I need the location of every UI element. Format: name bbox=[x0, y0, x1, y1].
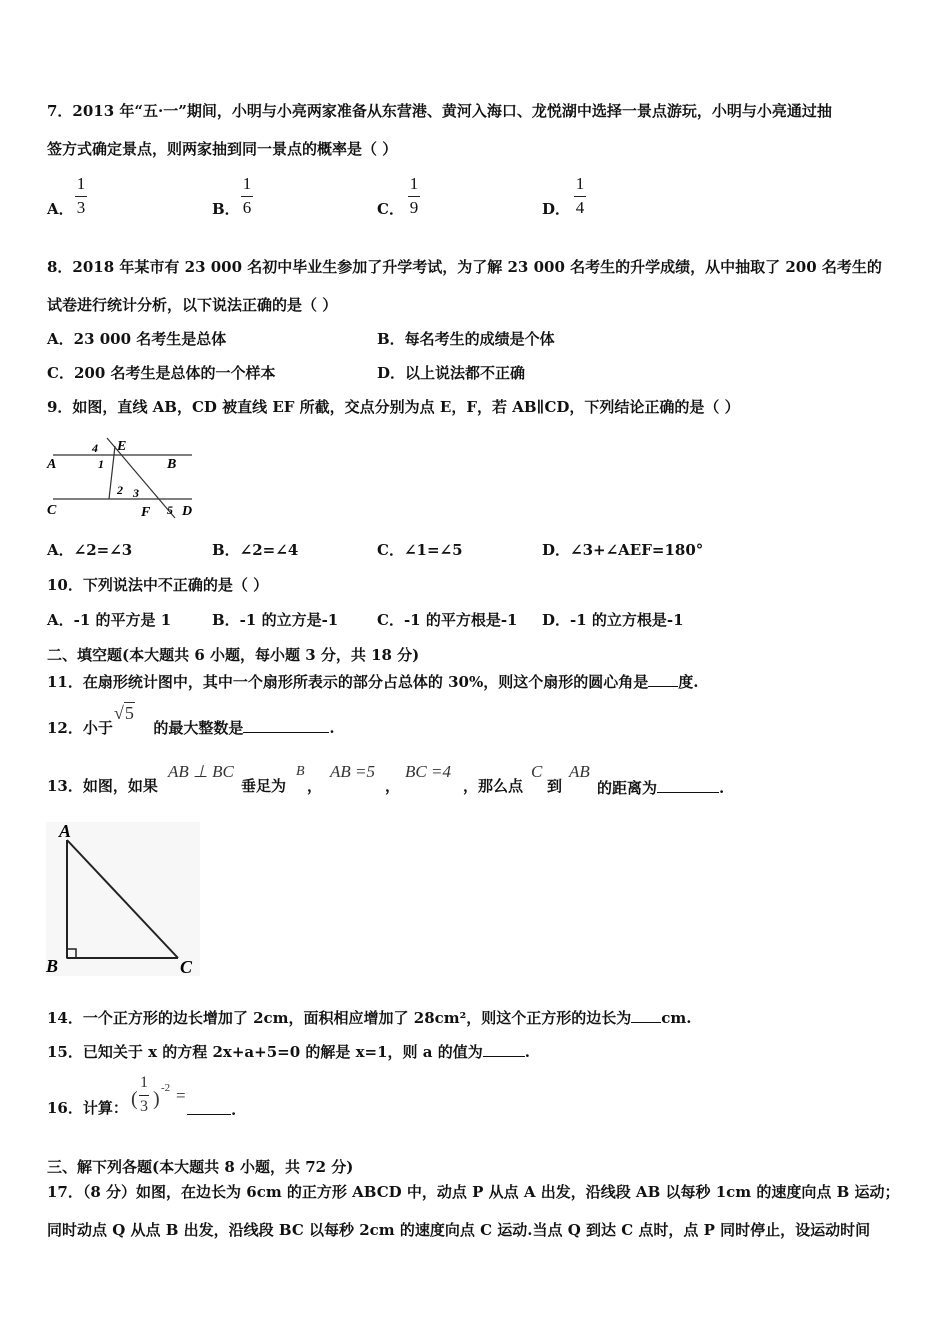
q7-option-d-fraction bbox=[574, 175, 586, 217]
q8-line1: 8．2018 年某市有 23 000 名初中毕业生参加了升学考试，为了解 23 000 名考生的升学成绩，从中抽取了 200 名考生的 bbox=[47, 258, 882, 276]
label-c: C bbox=[180, 957, 193, 977]
q10-option-c: C．-1 的平方根是-1 bbox=[377, 611, 518, 629]
q9-text: 9．如图，直线 AB，CD 被直线 EF 所截，交点分别为点 E，F，若 AB∥CD，下列结论正确的是（ ） bbox=[47, 398, 740, 416]
label-angle-1: 1 bbox=[98, 457, 104, 471]
fraction-numerator: 1 bbox=[575, 174, 585, 193]
q13-math-bc-4: BC =4 bbox=[405, 762, 451, 781]
q17-line1: 17．（8 分）如图，在边长为 6cm 的正方形 ABCD 中，动点 P 从点 A 出发，沿线段 AB 以每秒 1cm 的速度向点 B 运动； bbox=[47, 1183, 900, 1201]
sqrt-radicand: 5 bbox=[124, 703, 134, 723]
label-angle-3: 3 bbox=[133, 486, 139, 500]
label-angle-5: 5 bbox=[167, 503, 173, 517]
q10-option-d: D．-1 的立方根是-1 bbox=[542, 611, 684, 629]
q7-option-c-label: C． bbox=[377, 200, 404, 218]
q7-option-a-label: A． bbox=[47, 200, 74, 218]
q15-text-before: 15．已知关于 x 的方程 2x+a+5=0 的解是 x=1，则 a 的值为 bbox=[47, 1043, 483, 1061]
q13-math-c: C bbox=[531, 762, 543, 781]
q12-sqrt-five bbox=[114, 703, 135, 724]
q9-parallel-lines-figure bbox=[45, 432, 205, 524]
q16-answer-blank[interactable] bbox=[187, 1098, 231, 1115]
q9-option-b: B．∠2=∠4 bbox=[212, 541, 299, 559]
q11-text-after: 度. bbox=[678, 673, 699, 691]
label-d: D bbox=[182, 504, 193, 519]
q13-right-triangle-figure bbox=[42, 818, 207, 980]
label-e: E bbox=[117, 439, 127, 454]
q8-option-c: C．200 名考生是总体的一个样本 bbox=[47, 364, 276, 382]
section-3-heading: 三、解下列各题(本大题共 8 小题，共 72 分) bbox=[47, 1158, 354, 1176]
q11-text-before: 11．在扇形统计图中，其中一个扇形所表示的部分占总体的 30%，则这个扇形的圆心角是 bbox=[47, 673, 649, 691]
segment-e-to-cd bbox=[109, 446, 115, 499]
q13-text-to: 到 bbox=[547, 777, 563, 795]
q17-line2: 同时动点 Q 从点 B 出发，沿线段 BC 以每秒 2cm 的速度向点 C 运动.当点 Q 到达 C 点时，点 P 同时停止，设运动时间 bbox=[47, 1221, 871, 1239]
q16-text-after: . bbox=[231, 1101, 237, 1119]
q16-equals: = bbox=[176, 1086, 186, 1105]
q8-line2: 试卷进行统计分析，以下说法正确的是（ ） bbox=[47, 296, 338, 314]
fraction-numerator: 1 bbox=[242, 174, 252, 193]
fraction-denominator: 6 bbox=[242, 198, 252, 217]
q10-text: 10．下列说法中不正确的是（ ） bbox=[47, 576, 269, 594]
q15-text-after: . bbox=[524, 1043, 530, 1061]
q7-line1: 7．2013 年“五·一”期间，小明与小亮两家准备从东营港、黄河入海口、龙悦湖中选择一景点游玩，小明与小亮通过抽 bbox=[47, 102, 832, 120]
q8-option-a: A．23 000 名考生是总体 bbox=[47, 330, 227, 348]
q16-fraction bbox=[139, 1074, 149, 1116]
q13-prefix: 13．如图，如果 bbox=[47, 777, 158, 795]
q12-end: . bbox=[329, 719, 335, 737]
q7-option-b-fraction bbox=[241, 175, 253, 217]
label-c: C bbox=[47, 503, 57, 518]
fraction-numerator: 1 bbox=[409, 174, 419, 193]
q12-text bbox=[47, 716, 335, 738]
sqrt-icon: √ bbox=[114, 703, 124, 723]
q12-text-before: 12．小于 bbox=[47, 719, 113, 737]
q13-math-b: B bbox=[296, 764, 305, 779]
section-2-heading: 二、填空题(本大题共 6 小题，每小题 3 分，共 18 分) bbox=[47, 646, 420, 664]
q15-answer-blank[interactable] bbox=[483, 1040, 525, 1057]
q7-option-d-label: D． bbox=[542, 200, 571, 218]
q10-option-a: A．-1 的平方是 1 bbox=[47, 611, 172, 629]
q8-option-d: D．以上说法都不正确 bbox=[377, 364, 526, 382]
q10-option-b: B．-1 的立方是-1 bbox=[212, 611, 339, 629]
q9-option-a: A．∠2=∠3 bbox=[47, 541, 133, 559]
q11-text bbox=[47, 670, 698, 692]
q7-line2: 签方式确定景点，则两家抽到同一景点的概率是（ ） bbox=[47, 140, 398, 158]
right-paren: ) bbox=[153, 1088, 160, 1110]
fraction-denominator: 4 bbox=[575, 198, 585, 217]
label-b: B bbox=[167, 457, 177, 472]
fraction-numerator: 1 bbox=[140, 1074, 148, 1091]
q12-answer-blank[interactable] bbox=[243, 716, 329, 733]
label-a: A bbox=[59, 821, 72, 841]
q16-answer bbox=[187, 1098, 236, 1120]
fraction-numerator: 1 bbox=[76, 174, 86, 193]
q16-exponent: -2 bbox=[161, 1082, 171, 1094]
left-paren: ( bbox=[131, 1088, 138, 1110]
q9-option-d: D．∠3+∠AEF=180° bbox=[542, 541, 704, 559]
q13-math-ab-5: AB =5 bbox=[330, 762, 375, 781]
q7-option-a-fraction bbox=[75, 175, 87, 217]
label-angle-2: 2 bbox=[117, 483, 123, 497]
label-angle-4: 4 bbox=[92, 441, 98, 455]
q13-math-ab-perp-bc: AB ⊥ BC bbox=[168, 762, 234, 781]
q7-option-c-fraction bbox=[408, 175, 420, 217]
label-f: F bbox=[141, 505, 151, 520]
fraction-denominator: 3 bbox=[140, 1098, 148, 1115]
q13-comma-2: ， bbox=[385, 777, 401, 795]
q16-label: 16．计算： bbox=[47, 1099, 128, 1117]
q7-option-b-label: B． bbox=[212, 200, 240, 218]
q13-text-distance-label: 的距离为 bbox=[597, 779, 658, 797]
fraction-denominator: 3 bbox=[76, 198, 86, 217]
q14-answer-blank[interactable] bbox=[631, 1006, 661, 1023]
q8-option-b: B．每名考生的成绩是个体 bbox=[377, 330, 555, 348]
q14-text-before: 14．一个正方形的边长增加了 2cm，面积相应增加了 28cm²，则这个正方形的边长为 bbox=[47, 1009, 632, 1027]
q14-text-after: cm. bbox=[661, 1009, 692, 1027]
q11-answer-blank[interactable] bbox=[648, 670, 678, 687]
label-a: A bbox=[47, 457, 57, 472]
q13-end: . bbox=[719, 779, 725, 797]
q14-text bbox=[47, 1006, 691, 1028]
q13-text-distance bbox=[597, 776, 724, 798]
q13-answer-blank[interactable] bbox=[657, 776, 719, 793]
q13-comma-1: ， bbox=[307, 777, 323, 795]
q13-text-point: ，那么点 bbox=[463, 777, 524, 795]
q12-text-after: 的最大整数是 bbox=[153, 719, 244, 737]
q9-option-c: C．∠1=∠5 bbox=[377, 541, 463, 559]
q15-text bbox=[47, 1040, 530, 1062]
label-b: B bbox=[46, 956, 59, 976]
fraction-denominator: 9 bbox=[409, 198, 419, 217]
q13-text-foot: 垂足为 bbox=[241, 777, 287, 795]
q13-math-ab: AB bbox=[569, 762, 590, 781]
